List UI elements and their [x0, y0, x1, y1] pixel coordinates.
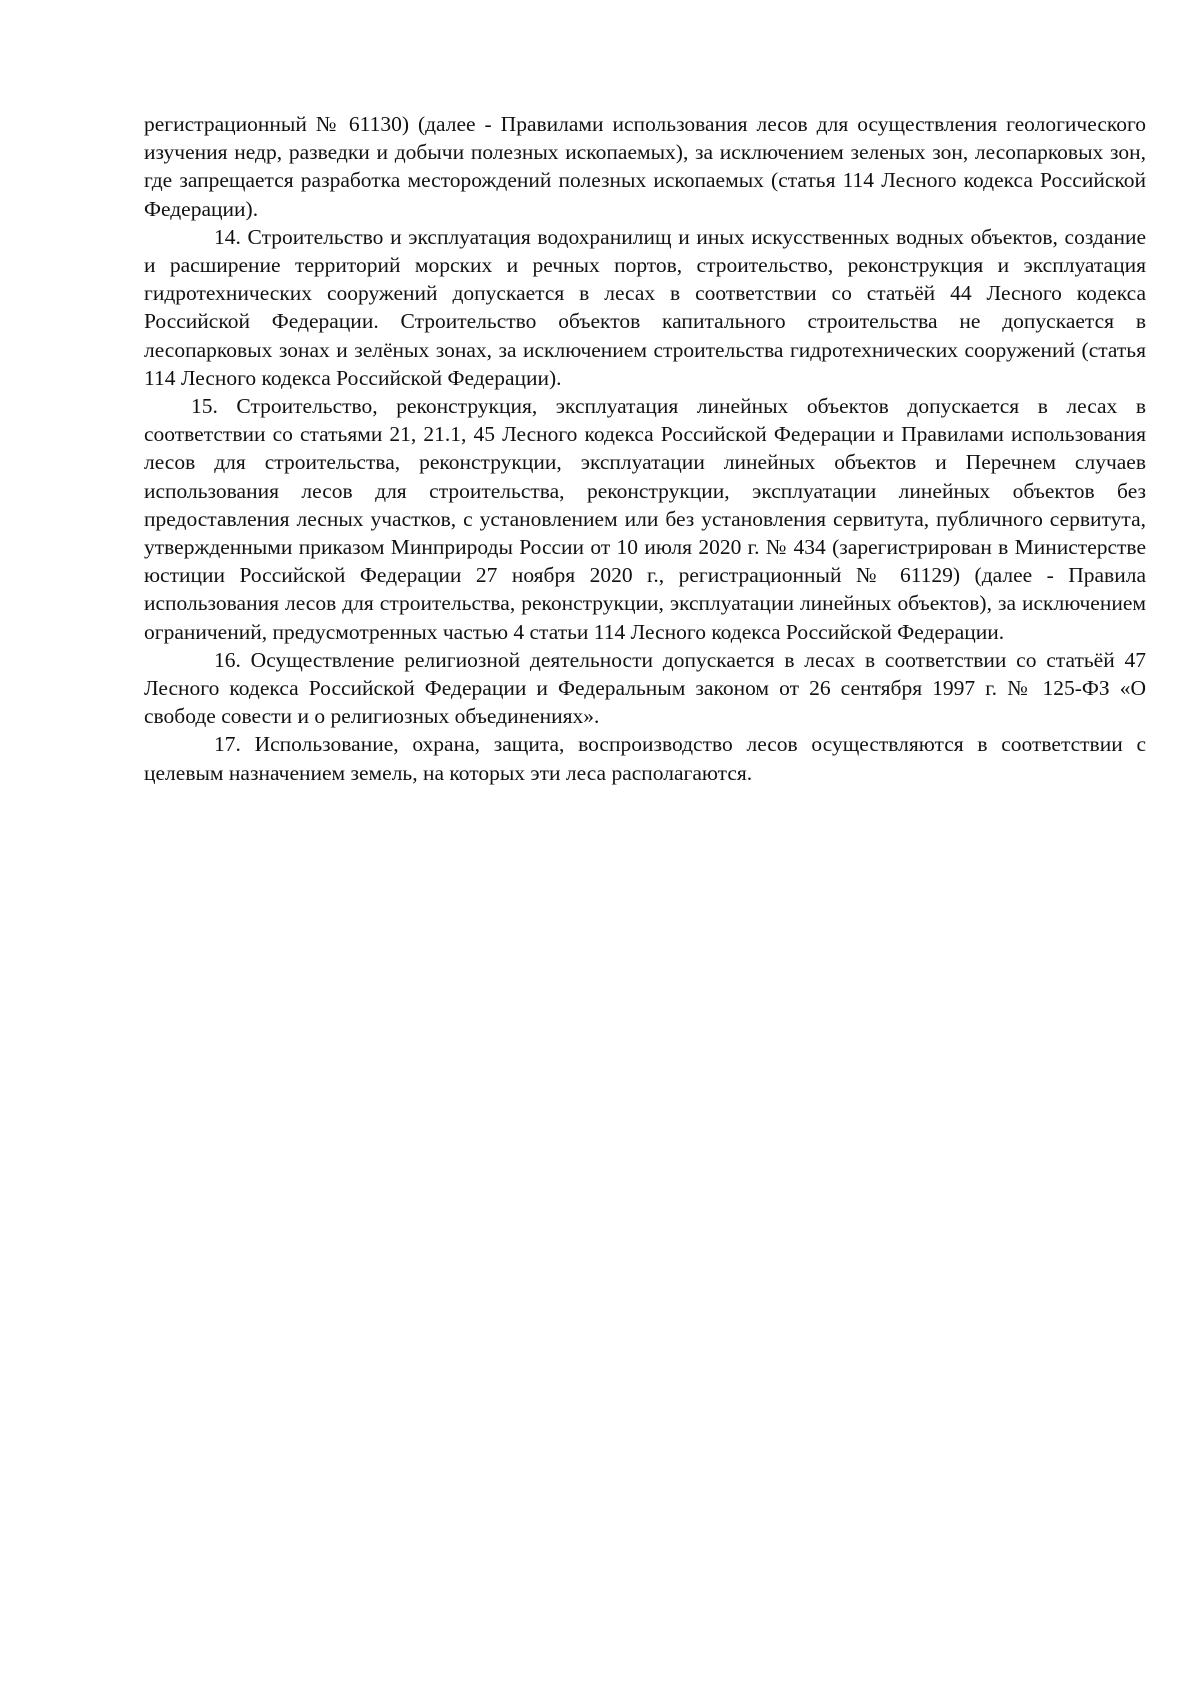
paragraph-17: 17. Использование, охрана, защита, воспроизводство лесов осуществляются в соответствии с целевым назначением земель, на которых эти леса располагаются. — [144, 732, 1146, 785]
paragraph-continuation: регистрационный № 61130) (далее - Правилами использования лесов для осуществления геологического изучения недр, разведки и добычи полезных ископаемых), за исключением зеленых зон, лесопарковых зон, где запрещается разработка месторождений полезных ископаемых (статья 114 Лесного кодекса Российской Федерации). — [144, 112, 1146, 221]
paragraph-14: 14. Строительство и эксплуатация водохранилищ и иных искусственных водных объектов, создание и расширение территорий морских и речных портов, строительство, реконструкция и эксплуатация гидротехнических сооружений допускается в лесах в соответствии со статьёй 44 Лесного кодекса Российской Федерации. Строительство объектов капитального строительства не допускается в лесопарковых зонах и зелёных зонах, за исключением строительства гидротехнических сооружений (статья 114 Лесного кодекса Российской Федерации). — [144, 224, 1146, 390]
paragraph-15: 15. Строительство, реконструкция, эксплуатация линейных объектов допускается в лесах в соответствии со статьями 21, 21.1, 45 Лесного кодекса Российской Федерации и Правилами использования лесов для строительства, реконструкции, эксплуатации линейных объектов и Перечнем случаев использования лесов для строительства, реконструкции, эксплуатации линейных объектов без предоставления лесных участков, с установлением или без установления сервитута, публичного сервитута, утвержденными приказом Минприроды России от 10 июля 2020 г. № 434 (зарегистрирован в Министерстве юстиции Российской Федерации 27 ноября 2020 г., регистрационный № 61129) (далее - Правила использования лесов для строительства, реконструкции, эксплуатации линейных объектов), за исключением ограничений, предусмотренных частью 4 статьи 114 Лесного кодекса Российской Федерации. — [144, 394, 1146, 644]
document-body — [144, 110, 1146, 787]
paragraph-16: 16. Осуществление религиозной деятельности допускается в лесах в соответствии со статьёй 47 Лесного кодекса Российской Федерации и Федеральным законом от 26 сентября 1997 г. № 125-ФЗ «О свободе совести и о религиозных объединениях». — [144, 647, 1146, 729]
